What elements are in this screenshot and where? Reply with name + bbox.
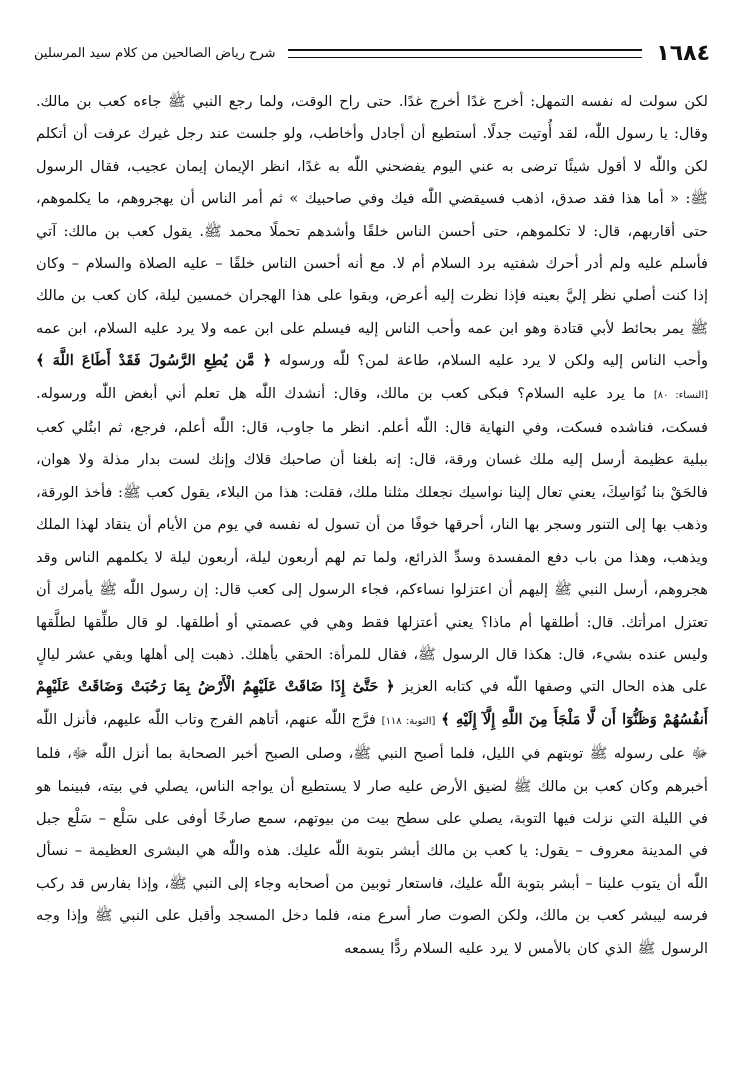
text-segment-1: لكن سولت له نفسه التمهل: أخرج غدًا أخرج غدًا. حتى راح الوقت، ولما رجع النبي ﷺ جاءه كعب بن مالك. وقال: يا رسول اللّٰه، لقد أُوتيت جدلًا. أستطيع أن أجادل وأخاطب، ولو جلست عند رجل غيرك عرفت أن أتكلم لكن واللّٰه لا أقول شيئًا ترضى به عني اليوم يفضحني اللّٰه به غدًا، انظر الإيمان إيمان عجيب، فقال الرسول ﷺ: « أما هذا فقد صدق، اذهب فسيقضي اللّٰه فيك وفي صاحبيك » ثم أمر الناس أن يهجروهم، ما يكلموهم، حتى أقاربهم، قال: لا تكلموهم، حتى أحسن الناس خلقًا وأشدهم تحملًا محمد ﷺ. يقول كعب بن مالك: آتي فأسلم عليه ولم أدر أحرك شفتيه برد السلام أم لا. مع أنه أحسن الناس خلقًا – عليه الصلاة والسلام – وكان إذا كنت أصلي نظر إليَّ بعينه فإذا نظرت إليه أعرض، وبقوا على هذا الهجران خمسين ليلة، كان كعب بن مالك ﷺ يمر بحائط لأبي قتادة وهو ابن عمه وأحب الناس إليه فيسلم على ابن عمه ولا يرد عليه السلام، ابن عمه وأحب الناس إليه ولكن لا يرد عليه السلام، طاعة لمن؟ للّٰه ورسوله: [36, 93, 708, 370]
verse-reference-2: [التوبة: ١١٨]: [381, 715, 436, 727]
quran-verse-2: ﴿ حَتَّىٰٓ إِذَا ضَاقَتْ عَلَيْهِمُ الْأَرْضُ بِمَا رَحُبَتْ وَضَاقَتْ عَلَيْهِمْ أَنفُسُهُمْ وَظَنُّوٓا أَن لَّا مَلْجَأَ مِنَ اللَّهِ إِلَّآ إِلَيْهِ ﴾: [36, 678, 708, 728]
page-number: ١٦٨٤: [656, 40, 710, 66]
body-paragraph: [36, 86, 708, 965]
quran-verse-1: ﴿ مَّن يُطِعِ الرَّسُولَ فَقَدْ أَطَاعَ اللَّهَ ﴾: [36, 352, 272, 370]
body-text: [36, 86, 708, 965]
page-header: [34, 38, 710, 68]
verse-reference-1: [النساء: ٨٠]: [653, 389, 709, 401]
header-rule: [288, 49, 643, 58]
text-segment-3: فرَّج اللّٰه عنهم، أتاهم الفرج وتاب اللّٰه عليهم، فأنزل اللّٰه ﷻ على رسوله ﷺ توبتهم في الليل، فلما أصبح النبي ﷺ، وصلى الصبح أخبر الصحابة بما أنزل اللّٰه ﷻ، فلما أخبرهم وكان كعب بن مالك ﷺ لضيق الأرض عليه صار لا يستطيع أن يواجه الناس، يصلي في بيته، فبينما هو في الليلة التي نزلت فيها التوبة، يصلي على سطح بيت من بيوتهم، سمع صارخًا أوفى على سَلْع – سَلْع جبل في المدينة معروف – يقول: يا كعب بن مالك أبشر بتوبة اللّٰه عليك. هذه واللّٰه هي البشرى العظيمة – نسأل اللّٰه أن يتوب علينا – أبشر بتوبة اللّٰه عليك، فاستعار ثوبين من أصحابه وجاء إلى النبي ﷺ، وإذا بفارس قد ركب فرسه ليبشر كعب بن مالك، ولكن الصوت صار أسرع منه، فلما دخل المسجد وأقبل على النبي ﷺ وإذا وجه الرسول ﷺ الذي كان بالأمس لا يرد عليه السلام ردًّا يسمعه: [36, 710, 708, 957]
text-segment-2: ما يرد عليه السلام؟ فبكى كعب بن مالك، وقال: أنشدك اللّٰه هل تعلم أني أبغض اللّٰه ورسوله. فسكت، فناشده فسكت، وفي النهاية قال: اللّٰه أعلم. انظر ما جاوب، قال: اللّٰه أعلم، فرجع، ثم ابتُلي كعب ببلية عظيمة أرسل إليه ملك غسان ورقة، قال: إنه بلغنا أن صاحبك قلاك وإنك لست بدار مذلة ولا هوان، فالحَقْ بنا نُوَاسِكَ، يعني تعال إلينا نواسيك نجعلك مثلنا ملك، فقلت: هذا من البلاء، يقول كعب ﷺ: فأخذ الورقة، وذهب بها إلى التنور وسجر بها النار، أحرقها خوفًا من أن تسول له نفسه في يوم من الأيام أن ينقاد لهذا الملك ويذهب، وهذا من باب دفع المفسدة وسدِّ الذرائع، ولما تم لهم أربعون ليلة، أربعون ليلة لا يكلمهم الناس وقد هجروهم، أرسل النبي ﷺ إليهم أن اعتزلوا نساءكم، فجاء الرسول إلى كعب قال: إن رسول اللّٰه ﷺ يأمرك أن تعتزل امرأتك. قال: أطلقها أم ماذا؟ يعني أعتزلها فقط وهي في عصمتي أو أطلقها. لو قال طلِّقها لطلَّقها وليس عنده بشيء، قال: هكذا قال الرسول ﷺ، فقال للمرأة: الحقي بأهلك. ذهبت إلى أهلها وبقي عشر ليالٍ على هذه الحال التي وصفها اللّٰه في كتابه العزيز: [36, 384, 708, 696]
running-title: شرح رياض الصالحين من كلام سيد المرسلين: [34, 45, 276, 61]
